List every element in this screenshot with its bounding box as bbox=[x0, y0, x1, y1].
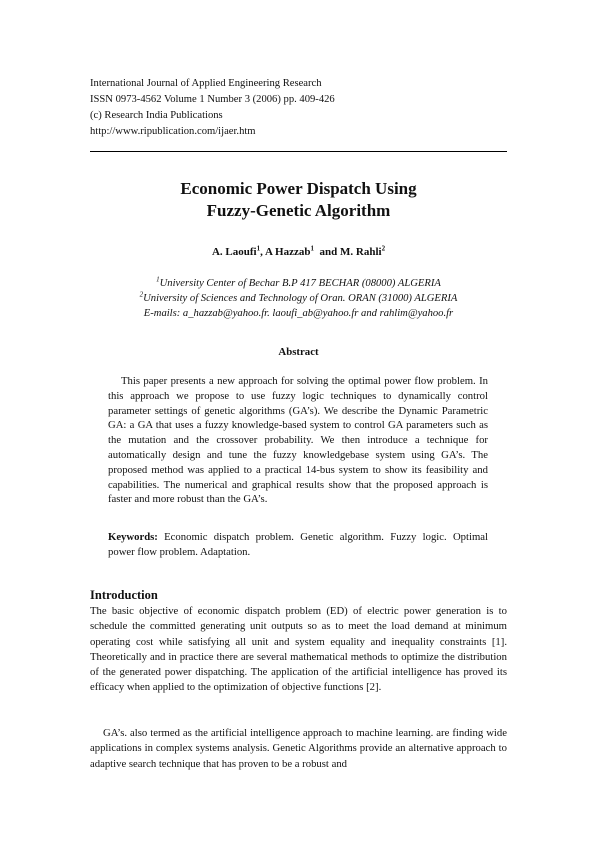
affiliation-mark: 1 bbox=[156, 275, 160, 284]
introduction-paragraph-2: GA’s. also termed as the artificial intelligence approach to machine learning. are finding wide applications in complex systems analysis. Genetic Algorithms provide an alternative approach to adaptive search technique that has proven to be a robust and bbox=[90, 727, 507, 770]
journal-issn: ISSN 0973-4562 Volume 1 Number 3 (2006) pp. 409-426 bbox=[90, 94, 335, 105]
author-affiliation-mark: 1 bbox=[256, 244, 261, 253]
affiliation-text: University of Sciences and Technology of Oran. ORAN (31000) ALGERIA bbox=[143, 293, 458, 304]
author-emails: E-mails: a_hazzab@yahoo.fr. laoufi_ab@yahoo.fr and rahlim@yahoo.fr bbox=[143, 308, 454, 319]
author-name: M. Rahli bbox=[340, 246, 382, 258]
keywords bbox=[108, 530, 488, 560]
affiliation-mark: 2 bbox=[139, 290, 144, 299]
author-separator: and bbox=[314, 246, 340, 258]
journal-copyright: (c) Research India Publications bbox=[90, 110, 223, 121]
title-line-1: Economic Power Dispatch Using bbox=[180, 179, 417, 198]
introduction-paragraph-1: The basic objective of economic dispatch problem (ED) of electric power generation is to schedule the committed generating unit outputs so as to meet the load demand at minimum operating cost while satisfying all unit and system equality and inequality constraints [1]. Theoretically and in practice there are several mathematical methods to optimize the distribution of the generated power dispatching. The application of the artificial intelligence has proved its efficacy when applied to the optimization of objective functions [2]. bbox=[90, 605, 507, 694]
affiliation-text: University Center of Bechar B.P 417 BECHAR (08000) ALGERIA bbox=[159, 278, 441, 289]
author-separator: , bbox=[260, 246, 265, 258]
affiliations bbox=[90, 276, 507, 321]
author-affiliation-mark: 1 bbox=[310, 244, 314, 253]
abstract-heading: Abstract bbox=[278, 346, 319, 358]
journal-header bbox=[90, 76, 335, 140]
journal-url[interactable]: http://www.ripublication.com/ijaer.htm bbox=[90, 126, 256, 137]
keywords-label: Keywords: bbox=[108, 531, 158, 543]
author-list bbox=[90, 244, 507, 260]
abstract-text: This paper presents a new approach for solving the optimal power flow problem. In this approach we propose to use fuzzy logic techniques to dynamically control parameter settings of genetic algorithms (GA’s). We describe the Dynamic Parametric GA: a GA that uses a fuzzy knowledge-based system to control GA parameters such as the mutation and the crossover probability. We then introduce a technique for automatically design and tune the fuzzy knowledgebase system using GA’s. The proposed method was applied to a practical 14-bus system to show its feasibility and capabilities. The numerical and graphical results show that the proposed approach is faster and more robust than the GA’s. bbox=[108, 375, 488, 506]
affiliation-line bbox=[90, 291, 507, 306]
affiliation-line bbox=[90, 276, 507, 291]
introduction-heading: Introduction bbox=[90, 588, 158, 602]
author-affiliation-mark: 2 bbox=[381, 244, 386, 253]
journal-name: International Journal of Applied Engineering Research bbox=[90, 78, 322, 89]
header-rule bbox=[90, 151, 507, 152]
paper-title bbox=[90, 178, 507, 222]
author-name: A Hazzab bbox=[264, 246, 311, 258]
keywords-text: Economic dispatch problem. Genetic algorithm. Fuzzy logic. Optimal power flow problem. Adaptation. bbox=[108, 531, 488, 558]
title-line-2: Fuzzy-Genetic Algorithm bbox=[206, 201, 391, 220]
author-name: A. Laoufi bbox=[211, 246, 257, 258]
